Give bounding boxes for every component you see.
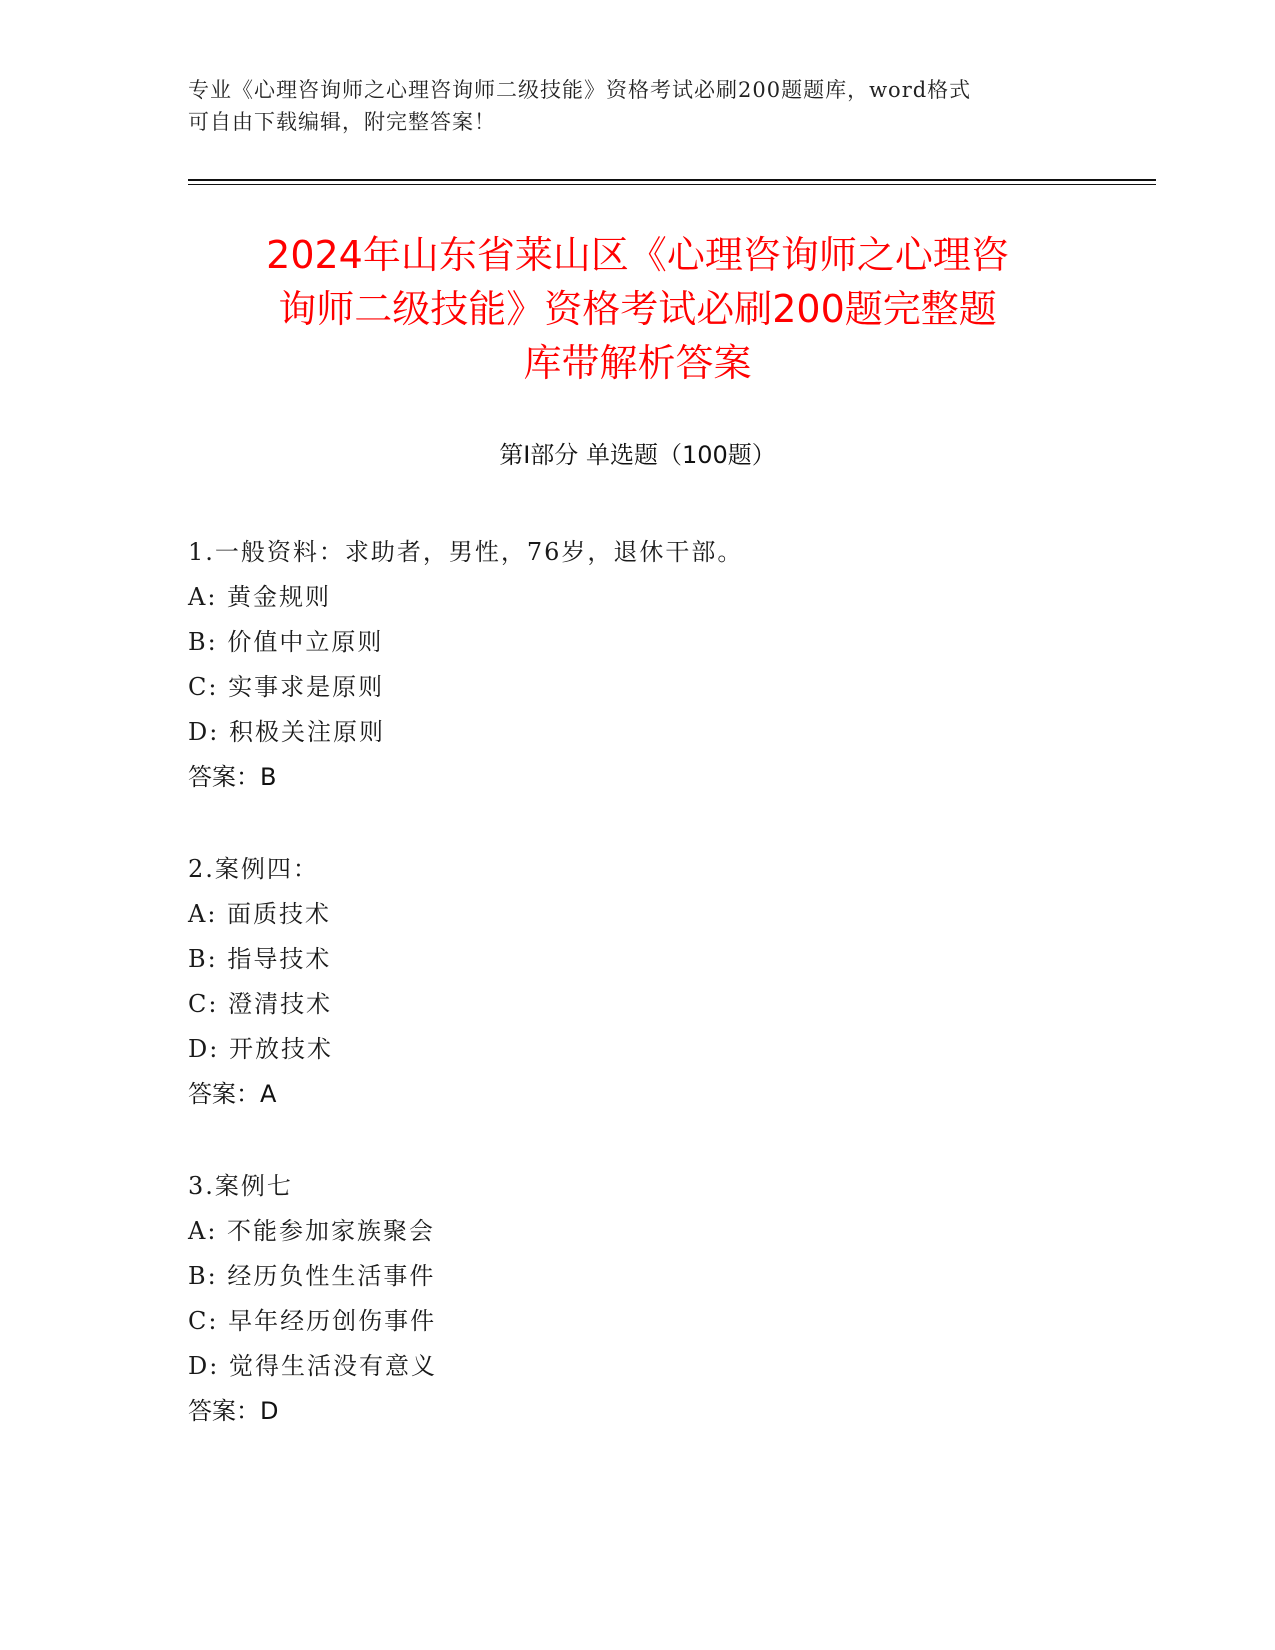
header-note-line-2: 可自由下载编辑，附完整答案！: [188, 110, 496, 134]
option-c: C: 早年经历创伤事件: [188, 1307, 437, 1335]
option-a: A: 面质技术: [188, 900, 332, 928]
header-divider-thin: [188, 184, 1156, 185]
option-c: C: 实事求是原则: [188, 673, 385, 701]
option-b: B: 经历负性生活事件: [188, 1262, 436, 1290]
question-stem: 2.案例四：: [188, 855, 319, 883]
answer: 答案：B: [188, 763, 277, 791]
section-heading: 第Ⅰ部分 单选题（100题）: [499, 441, 776, 469]
option-d: D: 觉得生活没有意义: [188, 1352, 437, 1380]
answer: 答案：D: [188, 1397, 279, 1425]
question-1: [188, 530, 1088, 800]
question-stem: 1.一般资料：求助者，男性，76岁，退休干部。: [188, 538, 744, 566]
option-d: D: 积极关注原则: [188, 718, 385, 746]
title-line-2: 询师二级技能》资格考试必刷200题完整题: [278, 287, 997, 331]
document-title: [170, 228, 1105, 390]
header-divider-thick: [188, 179, 1156, 181]
title-line-3: 库带解析答案: [523, 341, 752, 385]
question-stem: 3.案例七: [188, 1172, 293, 1200]
question-list: [188, 530, 1088, 1481]
header-note-line-1: 专业《心理咨询师之心理咨询师二级技能》资格考试必刷200题题库，word格式: [188, 78, 972, 102]
option-c: C: 澄清技术: [188, 990, 333, 1018]
question-2: [188, 847, 1088, 1117]
option-a: A: 黄金规则: [188, 583, 332, 611]
header-note: [188, 74, 1088, 138]
question-3: [188, 1164, 1088, 1434]
answer: 答案：A: [188, 1080, 277, 1108]
option-b: B: 价值中立原则: [188, 628, 384, 656]
option-d: D: 开放技术: [188, 1035, 333, 1063]
title-line-1: 2024年山东省莱山区《心理咨询师之心理咨: [266, 233, 1009, 277]
option-a: A: 不能参加家族聚会: [188, 1217, 436, 1245]
option-b: B: 指导技术: [188, 945, 332, 973]
